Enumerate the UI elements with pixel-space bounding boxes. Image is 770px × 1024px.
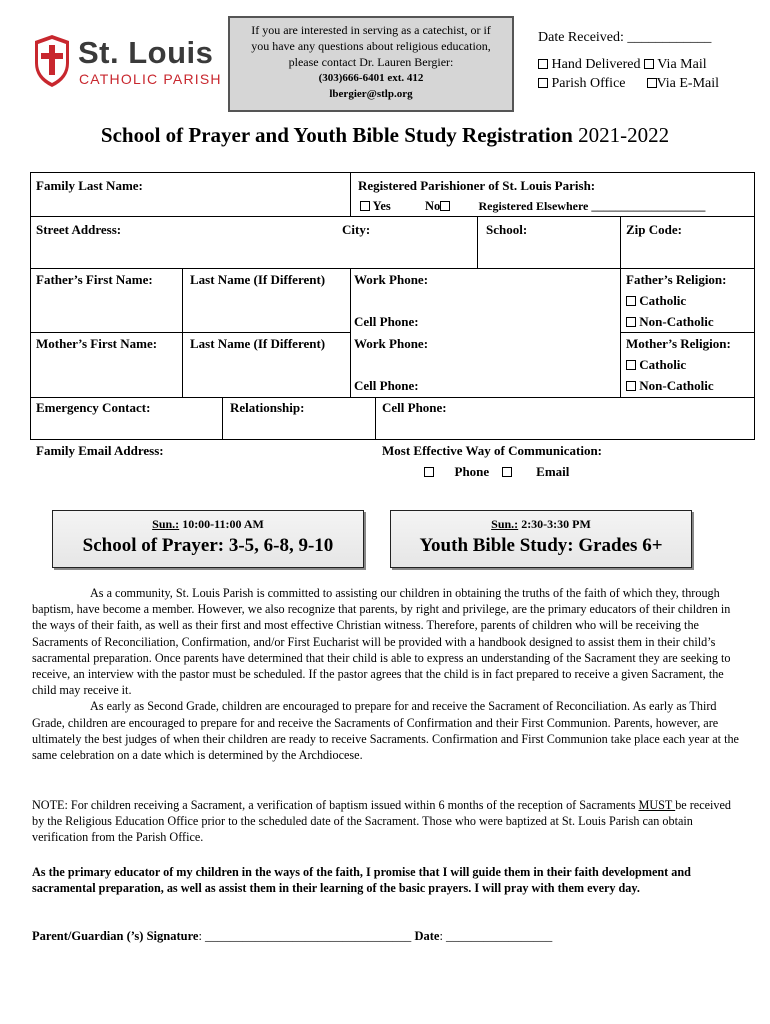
registered-no-label: No (424, 199, 441, 213)
paragraph-1: As a community, St. Louis Parish is committed to assisting our children in obtaining the truths of the faith of which they, through baptism, have become a member. However, we also recognize that parents, by right and privilege, are the primary educators of their children in the ways of their faith, as well as their first and most effective Christian witness. Therefore, parents of children who will be receiving the Sacraments of Reconciliation, Confirmation, and/or First Eucharist will be provided with a handbook designed to assist them in their child’s sacramental preparation. Once parents have determined that their child is able to express an understanding of the Sacrament they are seeking to receive, an interview with the pastor must be scheduled. If the pastor agrees that the child is in fact prepared to receive a given Sacrament, the child may receive it. (32, 586, 731, 698)
registration-form (30, 172, 755, 479)
title-year: 2021-2022 (578, 123, 670, 147)
logo-subtitle: CATHOLIC PARISH (79, 71, 222, 87)
cross-shield-icon (32, 33, 72, 89)
note-pre: NOTE: For children receiving a Sacrament, a verification of baptism issued within 6 months of the reception of Sacraments (32, 798, 639, 812)
parish-office-label: Parish Office (551, 76, 626, 91)
communication-email-label: Email (536, 464, 570, 479)
father-last-name-label: Last Name (If Different) (190, 272, 326, 287)
father-noncatholic-checkbox[interactable] (626, 317, 636, 327)
father-religion-label: Father’s Religion: (626, 272, 727, 287)
registered-no-checkbox[interactable] (440, 201, 450, 211)
street-address-label: Street Address: (36, 222, 122, 237)
father-catholic-checkbox[interactable] (626, 296, 636, 306)
father-noncatholic-label: Non-Catholic (639, 314, 714, 329)
emergency-cell-phone-label: Cell Phone: (382, 400, 447, 415)
mother-last-name-label: Last Name (If Different) (190, 336, 326, 351)
mother-religion-label: Mother’s Religion: (626, 336, 731, 351)
signature-row (32, 928, 744, 944)
father-catholic-label: Catholic (639, 293, 687, 308)
contact-phone: (303)666-6401 ext. 412 (318, 72, 424, 84)
date-received-label: Date Received: ____________ (538, 30, 712, 45)
ybs-program: Youth Bible Study: Grades 6+ (419, 535, 663, 556)
emergency-contact-label: Emergency Contact: (36, 400, 151, 415)
title-main: School of Prayer and Youth Bible Study Registration (100, 123, 573, 147)
contact-line-2: you have any questions about religious education, (251, 39, 491, 53)
logo-name: St. Louis (78, 35, 214, 70)
mother-noncatholic-checkbox[interactable] (626, 381, 636, 391)
date-line[interactable]: : _________________ (439, 929, 553, 943)
family-last-name-label: Family Last Name: (36, 178, 143, 193)
relationship-label: Relationship: (230, 400, 305, 415)
parish-office-checkbox[interactable] (538, 78, 548, 88)
note-text (32, 797, 744, 846)
parish-logo (32, 33, 222, 93)
note-post: be received by the Religious Education Office prior to the scheduled date of the Sacrament. Those who were baptized at St. Louis Parish can obtain verification from the Parish Office. (32, 798, 732, 845)
sop-program: School of Prayer: 3-5, 6-8, 9-10 (82, 535, 334, 556)
note-must: MUST (638, 798, 676, 812)
youth-bible-study-box (390, 510, 692, 568)
city-label: City: (342, 222, 371, 237)
father-first-name-label: Father’s First Name: (36, 272, 153, 287)
mother-catholic-checkbox[interactable] (626, 360, 636, 370)
contact-line-1: If you are interested in serving as a catechist, or if (251, 23, 491, 37)
communication-phone-label: Phone (454, 464, 490, 479)
hand-delivered-label: Hand Delivered (551, 57, 641, 72)
via-mail-label: Via Mail (657, 57, 707, 72)
registered-yes-checkbox[interactable] (360, 201, 370, 211)
mother-cell-phone-label: Cell Phone: (354, 378, 419, 393)
via-email-label: Via E-Mail (656, 76, 720, 91)
registered-elsewhere-label: Registered Elsewhere ___________________ (478, 199, 706, 213)
father-work-phone-label: Work Phone: (354, 272, 429, 287)
contact-email: lbergier@stlp.org (329, 88, 413, 100)
page-title (0, 123, 770, 148)
contact-box (228, 16, 514, 112)
mother-first-name-label: Mother’s First Name: (36, 336, 158, 351)
promise-paragraph: As the primary educator of my children in the ways of the faith, I promise that I will guide them in their faith development and sacramental preparation, as well as assist them in their learning of the basic prayers. I will pray with them every day. (32, 865, 691, 896)
zip-code-label: Zip Code: (626, 222, 682, 237)
via-email-checkbox[interactable] (647, 78, 657, 88)
sop-time: 10:00-11:00 AM (179, 517, 264, 531)
ybs-time: 2:30-3:30 PM (518, 517, 591, 531)
family-email-label: Family Email Address: (36, 443, 164, 458)
date-label: Date (414, 929, 440, 943)
school-of-prayer-box (52, 510, 364, 568)
registered-yes-label: Yes (372, 199, 391, 213)
hand-delivered-checkbox[interactable] (538, 59, 548, 69)
registered-parishioner-label: Registered Parishioner of St. Louis Parish: (358, 178, 596, 193)
communication-phone-checkbox[interactable] (424, 467, 434, 477)
via-mail-checkbox[interactable] (644, 59, 654, 69)
office-use-section (538, 28, 768, 93)
mother-work-phone-label: Work Phone: (354, 336, 429, 351)
paragraph-2: As early as Second Grade, children are encouraged to prepare for and receive the Sacrament of Reconciliation. As early as Third Grade, children are encouraged to prepare for and receive the Sacraments of Confirmation and their First Communion. Parents, however, are ultimately the best judges of when their children are ready to receive Sacraments. Confirmation and First Communion take place each year at the same celebration on a date which is determined by the Archdiocese. (32, 699, 739, 763)
mother-catholic-label: Catholic (639, 357, 687, 372)
signature-line[interactable]: : _________________________________ (198, 929, 415, 943)
school-label: School: (486, 222, 528, 237)
signature-label: Parent/Guardian (’s) Signature (32, 929, 199, 943)
mother-noncatholic-label: Non-Catholic (639, 378, 714, 393)
sop-day: Sun.: (152, 517, 180, 531)
communication-label: Most Effective Way of Communication: (382, 443, 603, 458)
ybs-day: Sun.: (491, 517, 519, 531)
policy-text (32, 585, 744, 763)
communication-email-checkbox[interactable] (502, 467, 512, 477)
contact-line-3: please contact Dr. Lauren Bergier: (288, 55, 454, 69)
promise-text (32, 864, 744, 896)
father-cell-phone-label: Cell Phone: (354, 314, 419, 329)
